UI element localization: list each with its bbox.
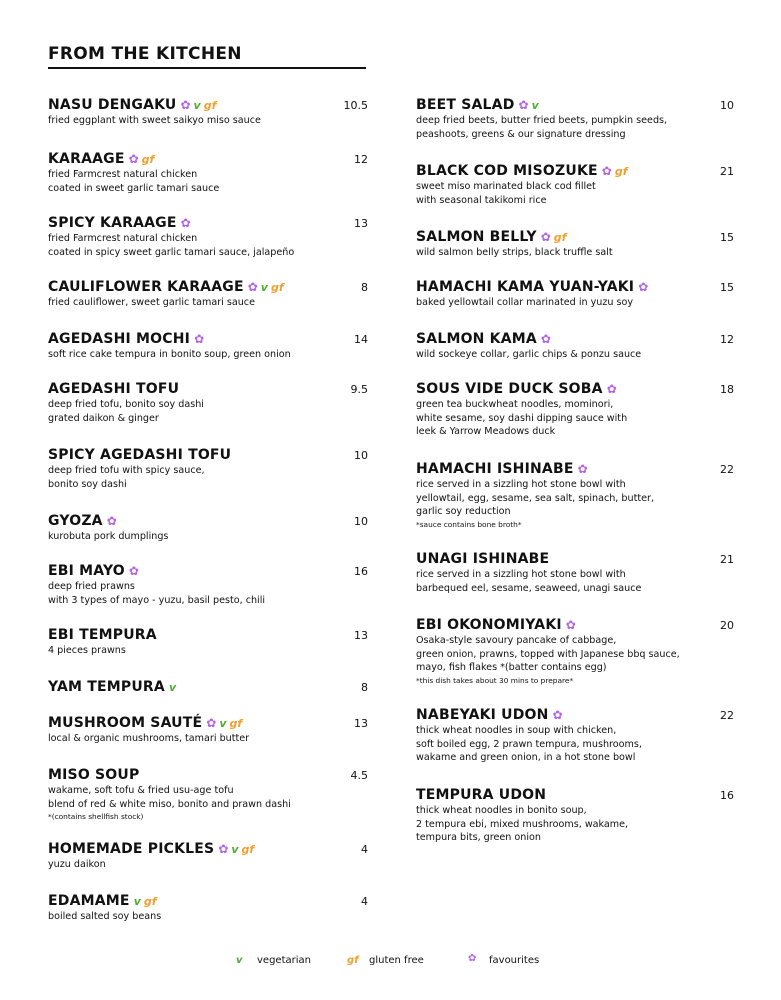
menu-item-title-line	[48, 278, 368, 296]
menu-item-description: green onion, prawns, topped with Japanese bbq sauce,	[416, 648, 680, 660]
menu-item-title-line	[416, 380, 734, 398]
menu-item-price: 22	[720, 708, 734, 722]
dietary-tags	[638, 281, 648, 293]
menu-item-description: wild sockeye collar, garlic chips & ponzu sauce	[416, 349, 642, 360]
menu-item-agedashi-mochi	[48, 330, 368, 362]
menu-item-price: 13	[354, 628, 368, 642]
vegetarian-icon: v	[531, 98, 539, 112]
favourite-icon: ✿	[552, 708, 563, 722]
menu-item-description: deep fried beets, butter fried beets, pumpkin seeds,	[416, 115, 668, 126]
menu-item-price: 14	[354, 332, 368, 346]
menu-item-name: UNAGI ISHINABE	[416, 551, 550, 567]
menu-item-title-line	[416, 162, 734, 180]
dietary-tags	[553, 709, 563, 721]
menu-item-nasu-dengaku	[48, 96, 368, 128]
legend-favourites-label: favourites	[489, 955, 540, 966]
menu-item-price: 15	[720, 230, 734, 244]
menu-item-ebi-mayo	[48, 562, 368, 607]
menu-item-title-line	[48, 840, 368, 858]
legend-gluten-free-label: gluten free	[369, 955, 424, 966]
menu-item-price: 20	[720, 618, 734, 632]
menu-item-name: YAM TEMPURA	[48, 679, 165, 695]
menu-item-edamame	[48, 892, 368, 924]
dietary-tags	[541, 333, 551, 345]
menu-item-price: 4	[361, 842, 368, 856]
menu-item-description: coated in spicy sweet garlic tamari sauce, jalapeño	[48, 246, 295, 258]
menu-item-hamachi-ishinabe	[416, 460, 734, 530]
menu-item-description: tempura bits, green onion	[416, 832, 541, 843]
menu-item-description: Osaka-style savoury pancake of cabbage,	[416, 635, 617, 646]
section-header	[48, 44, 366, 69]
menu-item-title-line	[48, 512, 368, 530]
menu-item-name: SPICY KARAAGE	[48, 215, 177, 231]
menu-item-name: EBI OKONOMIYAKI	[416, 617, 562, 633]
menu-item-name: SALMON KAMA	[416, 331, 537, 347]
menu-item-description: wakame, soft tofu & fried usu-age tofu	[48, 785, 234, 796]
menu-item-title-line	[416, 460, 734, 478]
menu-item-description: baked yellowtail collar marinated in yuzu soy	[416, 297, 634, 308]
menu-item-price: 21	[720, 552, 734, 566]
menu-item-name: AGEDASHI MOCHI	[48, 331, 191, 347]
dietary-tags	[107, 515, 117, 527]
menu-item-description: white sesame, soy dashi dipping sauce with	[416, 412, 628, 424]
menu-item-title-line	[48, 380, 368, 398]
favourite-icon: ✿	[638, 280, 649, 294]
legend	[0, 953, 781, 971]
menu-item-name: HOMEMADE PICKLES	[48, 841, 215, 857]
menu-item-description: yuzu daikon	[48, 859, 106, 870]
menu-item-description: fried cauliflower, sweet garlic tamari sauce	[48, 297, 255, 308]
section-title: FROM THE KITCHEN	[48, 44, 242, 64]
menu-item-homemade-pickles	[48, 840, 368, 872]
menu-item-description: thick wheat noodles in bonito soup,	[416, 805, 587, 816]
menu-item-description: kurobuta pork dumplings	[48, 531, 169, 542]
menu-item-title-line	[416, 616, 734, 634]
dietary-tags	[566, 619, 576, 631]
favourite-icon: ✿	[540, 230, 551, 244]
menu-item-mushroom-saut	[48, 714, 368, 746]
menu-item-description: with seasonal takikomi rice	[416, 194, 547, 206]
favourite-icon: ✿	[106, 514, 117, 528]
menu-item-price: 12	[354, 152, 368, 166]
menu-item-salmon-belly	[416, 228, 734, 260]
vegetarian-icon: v	[193, 98, 201, 112]
dietary-tags	[218, 843, 254, 856]
vegetarian-icon: v	[260, 280, 268, 294]
menu-item-unagi-ishinabe	[416, 550, 734, 595]
menu-item-price: 4.5	[350, 768, 368, 782]
menu-item-description: with 3 types of mayo - yuzu, basil pesto, chili	[48, 594, 266, 606]
dietary-tags	[578, 463, 588, 475]
menu-item-note: *(contains shellfish stock)	[48, 812, 144, 821]
menu-item-description: deep fried tofu with spicy sauce,	[48, 465, 205, 476]
menu-item-description: deep fried tofu, bonito soy dashi	[48, 399, 204, 410]
favourite-icon: ✿	[518, 98, 529, 112]
vegetarian-icon: v	[219, 716, 227, 730]
menu-item-description: barbequed eel, sesame, seaweed, unagi sauce	[416, 582, 642, 594]
menu-item-title-line	[48, 562, 368, 580]
dietary-tags	[519, 99, 539, 112]
menu-item-karaage	[48, 150, 368, 195]
favourite-icon: ✿	[128, 152, 139, 166]
dietary-tags	[602, 165, 628, 178]
menu-item-price: 18	[720, 382, 734, 396]
menu-item-title-line	[48, 626, 368, 644]
menu-item-ebi-tempura	[48, 626, 368, 658]
dietary-tags	[194, 333, 204, 345]
menu-item-nabeyaki-udon	[416, 706, 734, 765]
menu-item-description: 4 pieces prawns	[48, 645, 126, 656]
favourite-icon: ✿	[218, 842, 229, 856]
menu-item-description: thick wheat noodles in soup with chicken,	[416, 725, 617, 736]
dietary-tags	[181, 217, 191, 229]
gluten-free-icon: gf	[203, 98, 217, 112]
menu-item-name: HAMACHI ISHINABE	[416, 461, 574, 477]
menu-item-name: SPICY AGEDASHI TOFU	[48, 447, 232, 463]
menu-item-tempura-udon	[416, 786, 734, 845]
menu-item-name: MUSHROOM SAUTÉ	[48, 715, 203, 731]
menu-item-description: bonito soy dashi	[48, 478, 127, 490]
favourite-icon: ✿	[601, 164, 612, 178]
menu-item-note: *this dish takes about 30 mins to prepare*	[416, 675, 574, 685]
menu-item-description: mayo, fish flakes *(batter contains egg)	[416, 662, 607, 673]
menu-item-price: 10	[354, 514, 368, 528]
menu-item-price: 8	[361, 680, 368, 694]
menu-item-title-line	[48, 96, 368, 114]
menu-item-miso-soup	[48, 766, 368, 822]
gluten-free-icon: gf	[143, 894, 157, 908]
favourite-icon: ✿	[180, 98, 191, 112]
menu-item-price: 10	[354, 448, 368, 462]
gluten-free-icon: gf	[270, 280, 284, 294]
menu-item-name: GYOZA	[48, 513, 103, 529]
menu-item-title-line	[416, 706, 734, 724]
menu-item-description: grated daikon & ginger	[48, 412, 159, 424]
menu-item-black-cod-misozuke	[416, 162, 734, 207]
menu-item-price: 12	[720, 332, 734, 346]
menu-item-description: wakame and green onion, in a hot stone bowl	[416, 752, 636, 763]
dietary-tags	[129, 565, 139, 577]
menu-item-name: TEMPURA UDON	[416, 787, 547, 803]
menu-item-price: 13	[354, 716, 368, 730]
menu-item-beet-salad	[416, 96, 734, 141]
gluten-free-icon: gf	[614, 164, 628, 178]
menu-item-name: EBI TEMPURA	[48, 627, 157, 643]
menu-item-title-line	[416, 96, 734, 114]
favourite-icon: ✿	[606, 382, 617, 396]
dietary-tags	[607, 383, 617, 395]
menu-item-price: 22	[720, 462, 734, 476]
legend-gluten-free-icon: gf	[347, 955, 359, 966]
menu-item-title-line	[416, 228, 734, 246]
menu-item-name: BLACK COD MISOZUKE	[416, 163, 598, 179]
menu-item-cauliflower-karaage	[48, 278, 368, 310]
dietary-tags	[134, 895, 157, 908]
menu-item-description: wild salmon belly strips, black truffle salt	[416, 247, 613, 258]
favourite-icon: ✿	[128, 564, 139, 578]
gluten-free-icon: gf	[141, 152, 155, 166]
menu-item-title-line	[48, 766, 368, 784]
menu-item-title-line	[416, 330, 734, 348]
menu-item-price: 16	[720, 788, 734, 802]
menu-item-sous-vide-duck-soba	[416, 380, 734, 439]
menu-item-price: 15	[720, 280, 734, 294]
dietary-tags	[541, 231, 567, 244]
menu-item-price: 10	[720, 98, 734, 112]
menu-item-spicy-karaage	[48, 214, 368, 259]
menu-item-description: yellowtail, egg, sesame, sea salt, spinach, butter,	[416, 492, 654, 504]
menu-item-spicy-agedashi-tofu	[48, 446, 368, 491]
menu-item-name: EBI MAYO	[48, 563, 125, 579]
menu-item-description: rice served in a sizzling hot stone bowl with	[416, 479, 626, 490]
menu-item-name: SOUS VIDE DUCK SOBA	[416, 381, 603, 397]
dietary-tags	[169, 681, 176, 694]
menu-item-name: MISO SOUP	[48, 767, 140, 783]
favourite-icon: ✿	[194, 332, 205, 346]
menu-item-name: NASU DENGAKU	[48, 97, 177, 113]
menu-item-name: SALMON BELLY	[416, 229, 537, 245]
menu-item-gyoza	[48, 512, 368, 544]
legend-favourites-icon: ✿	[468, 953, 477, 964]
menu-item-hamachi-kama-yuan-yaki	[416, 278, 734, 310]
menu-item-price: 4	[361, 894, 368, 908]
menu-item-description: coated in sweet garlic tamari sauce	[48, 182, 220, 194]
favourite-icon: ✿	[577, 462, 588, 476]
menu-item-description: peashoots, greens & our signature dressing	[416, 128, 626, 140]
favourite-icon: ✿	[180, 216, 191, 230]
menu-item-yam-tempura	[48, 678, 368, 696]
menu-item-description: leek & Yarrow Meadows duck	[416, 426, 556, 437]
dietary-tags	[129, 153, 155, 166]
menu-item-price: 9.5	[350, 382, 368, 396]
legend-vegetarian-label: vegetarian	[257, 955, 311, 966]
menu-item-description: sweet miso marinated black cod fillet	[416, 181, 596, 192]
menu-item-description: garlic soy reduction	[416, 506, 511, 517]
gluten-free-icon: gf	[229, 716, 243, 730]
dietary-tags	[248, 281, 284, 294]
menu-item-name: KARAAGE	[48, 151, 125, 167]
menu-item-name: BEET SALAD	[416, 97, 515, 113]
dietary-tags	[206, 717, 242, 730]
menu-item-name: AGEDASHI TOFU	[48, 381, 180, 397]
menu-item-title-line	[48, 714, 368, 732]
menu-item-description: green tea buckwheat noodles, mominori,	[416, 399, 614, 410]
menu-item-name: HAMACHI KAMA YUAN-YAKI	[416, 279, 635, 295]
menu-item-title-line	[48, 330, 368, 348]
menu-item-title-line	[416, 278, 734, 296]
menu-item-title-line	[48, 150, 368, 168]
menu-item-price: 13	[354, 216, 368, 230]
menu-item-title-line	[48, 678, 368, 696]
menu-item-name: NABEYAKI UDON	[416, 707, 549, 723]
menu-item-title-line	[416, 786, 734, 804]
menu-item-price: 8	[361, 280, 368, 294]
menu-item-description: soft rice cake tempura in bonito soup, green onion	[48, 349, 291, 360]
menu-item-note: *sauce contains bone broth*	[416, 519, 522, 529]
menu-item-price: 10.5	[343, 98, 368, 112]
menu-item-description: soft boiled egg, 2 prawn tempura, mushrooms,	[416, 738, 642, 750]
menu-item-name: CAULIFLOWER KARAAGE	[48, 279, 244, 295]
menu-item-title-line	[48, 892, 368, 910]
menu-item-description: rice served in a sizzling hot stone bowl with	[416, 569, 626, 580]
menu-item-title-line	[416, 550, 734, 568]
menu-item-title-line	[48, 214, 368, 232]
legend-vegetarian-icon: v	[236, 955, 243, 966]
menu-item-description: deep fried prawns	[48, 581, 135, 592]
menu-item-description: fried Farmcrest natural chicken	[48, 233, 198, 244]
menu-item-price: 16	[354, 564, 368, 578]
gluten-free-icon: gf	[241, 842, 255, 856]
menu-item-agedashi-tofu	[48, 380, 368, 425]
vegetarian-icon: v	[231, 842, 239, 856]
menu-item-title-line	[48, 446, 368, 464]
menu-item-name: EDAMAME	[48, 893, 130, 909]
favourite-icon: ✿	[206, 716, 217, 730]
menu-item-description: fried Farmcrest natural chicken	[48, 169, 198, 180]
menu-item-description: 2 tempura ebi, mixed mushrooms, wakame,	[416, 818, 629, 830]
dietary-tags	[180, 99, 216, 112]
favourite-icon: ✿	[247, 280, 258, 294]
vegetarian-icon: v	[133, 894, 141, 908]
menu-item-salmon-kama	[416, 330, 734, 362]
menu-item-ebi-okonomiyaki	[416, 616, 734, 686]
menu-item-description: local & organic mushrooms, tamari butter	[48, 733, 250, 744]
menu-item-price: 21	[720, 164, 734, 178]
gluten-free-icon: gf	[553, 230, 567, 244]
menu-item-description: boiled salted soy beans	[48, 911, 162, 922]
menu-item-description: fried eggplant with sweet saikyo miso sauce	[48, 115, 261, 126]
vegetarian-icon: v	[168, 680, 177, 694]
favourite-icon: ✿	[540, 332, 551, 346]
menu-item-description: blend of red & white miso, bonito and prawn dashi	[48, 798, 291, 810]
favourite-icon: ✿	[565, 618, 576, 632]
